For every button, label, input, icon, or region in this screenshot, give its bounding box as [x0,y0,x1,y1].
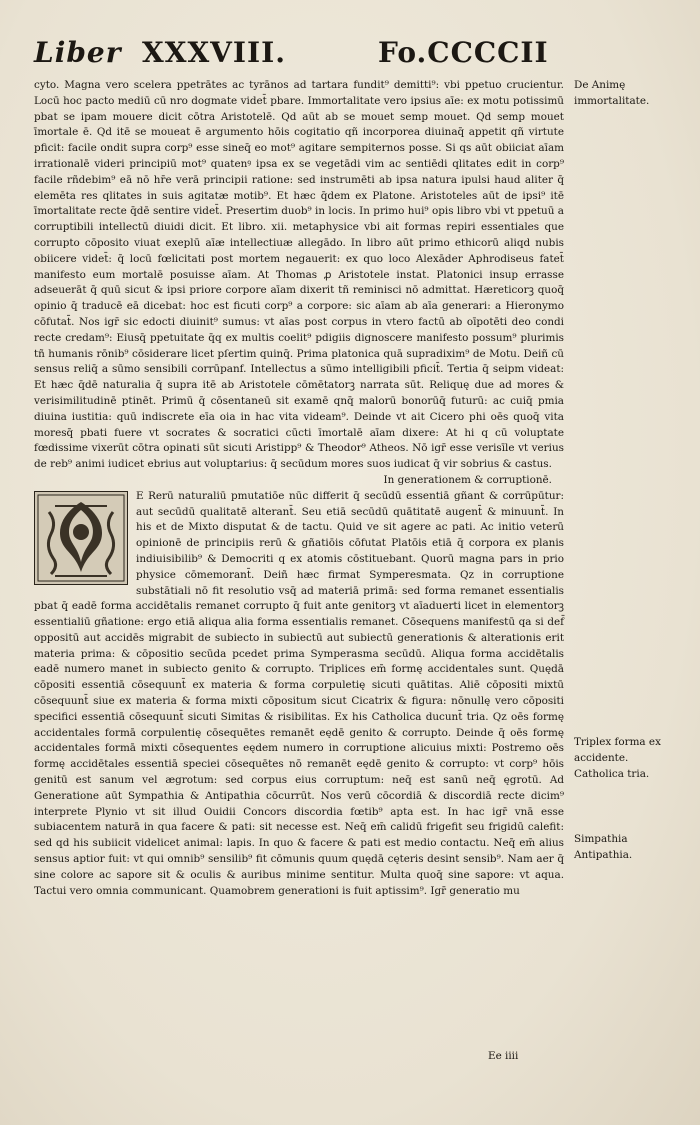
catchword: Ee iiii [488,1050,519,1062]
marginal-note-simpathia: Simpathia Antipathia. [574,833,633,861]
marginal-note-animae: De Animę immortalitate. [574,79,650,107]
paragraph-2: E Rerū naturaliū pmutatiōe nūc differit q̄ secūdū essentiā gñant & corrūpūtur: aut secūdū qualitatē alterant̄. Seu etiā secūdū quātitatē augent̄ & minuunt̄. In his et de Mixto disputat & de tactu. Quid ve sit agere ac pati. Ac initio veterū opinionē de principiis rerū & gñatiōis cōfutat Platōis etiā q̄ corpora ex planis indiuisibilib⁹ & Democriti q ex atomis cōstituebant. Quorū magna pars in prio physice cōmemorant̄. Deiñ hæc firmat Symperesmata. Qz in corruptione substātiali nō fit resolutio vsq̄ ad materiā primā: sed forma remanet essentialis pbat q̄ eadē forma accidētalis remanet corrupto q̄ fuit ante genitorꝫ vt aīaduerti licet in elementorꝫ essentialiū gñatione: ergo etiā aliqua alia forma essentialis remanet. Cōsequens manifestū qa si def̄ oppositū aut accidēs migrabit de subiecto in subiectū aut subiectū generationis & alterationis erit materia prima: & cōpositio secūda pcedet prima Symperasma secūdū. Aliqua forma accidētalis eadē numero manet in subiecto genito & corrupto. Triplices em̄ formę accidentales sunt. Quędā cōpositi essentiā cōsequunt̄ ex materia & forma corpuletię sicuti quātitas. Aliē cōpositi mixtū cōsequunt̄ siue ex materia & forma mixti cōpositum sicut Cicatrix & figura: nōnullę vero cōpositi specifici essentiā cōsequunt̄ sicuti Simitas & risibilitas. Ex his Catholica ducunt̄ tria. Qz oēs formę accidentales formā corpulentię cōsequētes remanēt eędē genito & corrupto. Deinde q̄ oēs formę accidentales formā mixti cōsequentes eędem numero in corruptione alicuius mixti: Postremo oēs formę accidētales essentiā speciei cōsequētes nō remanēt eędē genito & corrupto: vt corp⁹ hōis genitū est sanum vel ægrotum: sed corpus eius corruptum: neq̄ est sanū neq̄ ęgrotū. Ad Generatione aūt Sympathia & Antipathia cōcurrūt. Nos verū cōcordiā & discordiā recte dicim⁹ interprete Plynio vt sit illud Ouidii Concors discordia fœtib⁹ apta est. In hac igr̄ vnā esse subiacentem naturā in qua facere & pati: sit necesse est. Neq̄ em̄ calidū frigefit seu frigidū calefit: sed qd his subiicit videlicet animal: lapis. In quo & facere & pati est medio contactu. Neq̄ em̄ alius sensus aptior fuit: vt qui omnib⁹ sensilib⁹ fit cōmunis quum quędā cęteris desint sensib⁹. Nam aer q̄ sine colore ac sapore sit & oculis & auribus minime sentitur. Multa quoq̄ sine sapore: vt aqua. Tactui vero omnia communicant. Quamobrem generationi is fuit aptissim⁹. Igr̄ generatio mu [34,489,564,897]
section-heading: In generationem & corruptionē. [383,473,552,486]
running-head [34,36,574,76]
decorated-initial-icon [34,491,128,585]
book-number: XXXVIII. [142,36,286,69]
paragraph-2-block [34,489,564,900]
folio-number: Fo.CCCCII [378,36,549,69]
paragraph-1: cyto. Magna vero scelera ppetrātes ac tyrānos ad tartara fundit⁹ demitti⁹: vbi ppetuo crucientur. Locū hoc pacto mediū cū nro dogmate videt̄ pbare. Immortalitate vero ipsius aīe: ex motu potissimū pbat se ipam mouere dicit cōtra Aristotelē. Qd aūt ab se mouet semp mouet. Qd semp mouet īmortale ē. Qd itē se moueat ē argumento hōis cogitatio qñ incorporea diuinaq̄ appetit qñ virtute pficit: facile ondit supra corp⁹ esse sineq̄ eo mot⁹ agitare sempiternos posse. Si qs aūt obiiciat aīam irrationalē videri principiū mot⁹ quatenꝰ ipsa ex se vegetādi vim ac sentiēdi qlitates edit in corp⁹ facile rñdebim⁹ eā nō hr̄e verā principii ratione: sed instrumēti ab ipsa natura ipulsi haud aliter q̄ elemēta res qlitates in suis agitatæ motib⁹. Et hæc q̄dem ex Platone. Aristoteles aūt de ipsi⁹ itē īmortalitate recte q̄dē sentire videt̄. Presertim duob⁹ in locis. In primo hui⁹ opis libro vbi vt ppetuū a corruptibili intellectū diuidi dicit. Et libro. xii. metaphysice vbi ait formas repiri essentiales que corrupto cōposito viuat exeplū aīæ intellectiuæ allegādo. In libro aūt primo ethicorū aliqd nubis obiicere videt̄: q̄ locū fœlicitati post mortem negauerit: ex quo loco Alexāder Aphrodiseus fatet̄ manifesto eum mortalē posuisse aīam. At Thomas ꝓ Aristotele instat. Platonici insup errasse adseuerāt q̄ quū sicut & ipsi priore corpore aīam dixerit tñ reminisci nō admittat. Hæreticorꝫ quoq̄ opinio q̄ traducē eā dicebat: hoc est ficuti corp⁹ a corpore: sic aīam ab aīa generari: a Hieronymo cōfutat̄. Nos igr̄ sic edocti diuinit⁹ sumus: vt aīas post corpus in vtero factū ab oīpotēti deo condi recte credam⁹: Eiusq̄ ppetuitate q̄q ex multis coelit⁹ pdigiis dignoscere manifesto possum⁹ plurimis tñ humanis rōnib⁹ cōsiderare licet pſertim quinq̄. Prima platonica quā supradixim⁹ de Motu. Deiñ cū sensus reliq̄ a sūmo sensibili corrūpanf. Intellectus a sūmo intelligibili pficit̄. Tertia q̄ seipm videat: Et hæc q̄dē naturalia q̄ supra itē ab Aristotele cōmētatorꝫ narrata sūt. Reliquę due ad mores & verisimilitudinē ptinēt. Primū q̄ cōsentaneū sit examē qnq̄ malorū bonorūq̄ futurū: ac cuiq̄ pmia diuina iustitia: quū indiscrete eīa oia in hac vita videam⁹. Deinde vt ait Cicero phi oēs quoq̄ vita moresq̄ pbati fuere vt socrates & socratici cūcti īmortalē aīam dixere: At hi q cū voluptate fœdissime vixerūt cōtra opinati sūt sicuti Aristipp⁹ & Theodor⁹ Atheos. Nō igr̄ esse verisīle vt verius de reb⁹ animi iudicet ebrius aut voluptarius: q̄ secūdum mores suos iudicat q̄ vir sobrius & castus. [34,79,564,471]
liber-label: Liber [34,36,122,69]
main-text-column [34,78,564,899]
marginal-note-triplex: Triplex forma ex accidente. Catholica tria. [574,736,661,780]
